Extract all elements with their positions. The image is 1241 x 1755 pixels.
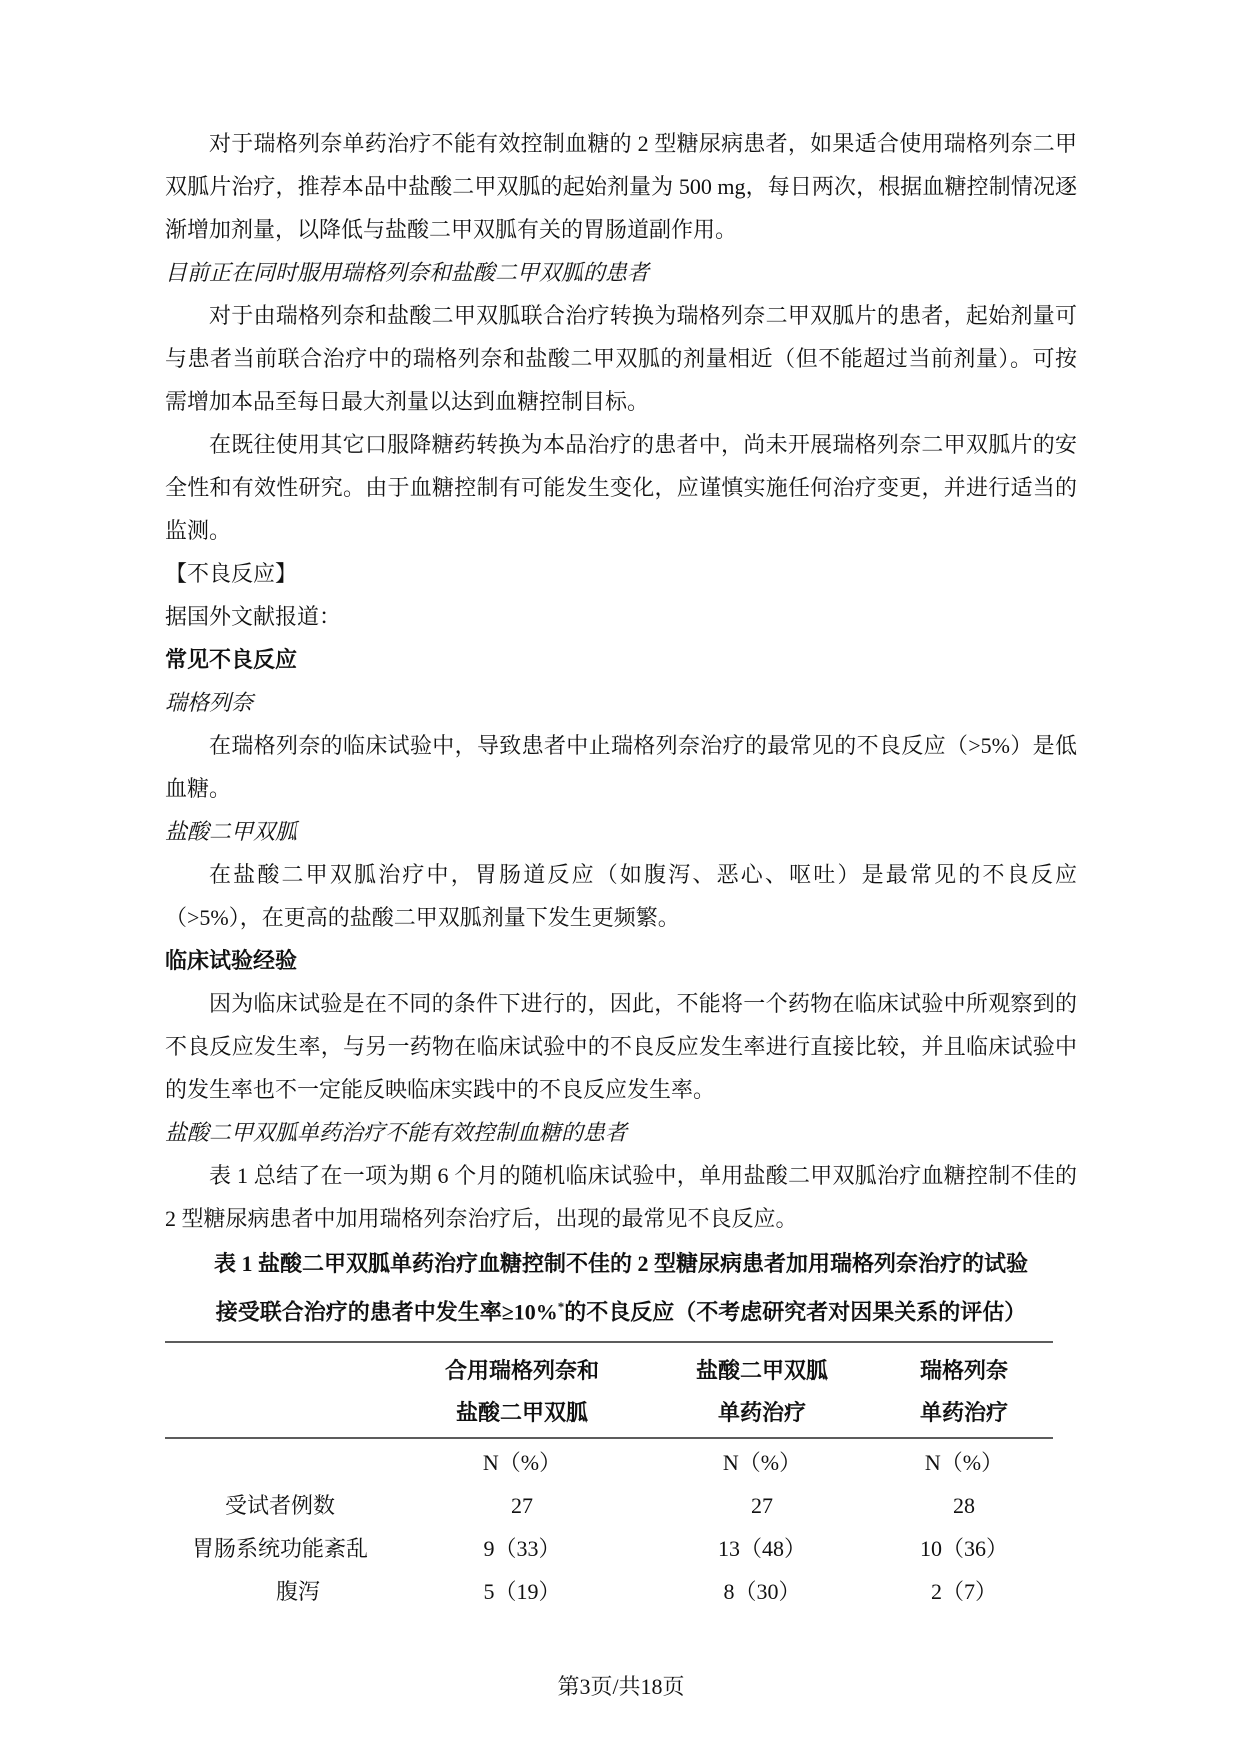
row-label-diarrhea: 腹泻 bbox=[275, 1579, 320, 1605]
heading-clinical-trial-experience: 临床试验经验 bbox=[165, 948, 298, 973]
cell-subjects-metformin: 27 bbox=[751, 1493, 773, 1519]
table-title-line2-prefix: 接受联合治疗的患者中发生率≥10% bbox=[215, 1299, 558, 1325]
row-label-gi-disorders: 胃肠系统功能紊乱 bbox=[191, 1536, 368, 1562]
paragraph-dosing-repaglinide: 对于瑞格列奈单药治疗不能有效控制血糖的 2 型糖尿病患者，如果适合使用瑞格列奈二甲双胍片治疗，推荐本品中盐酸二甲双胍的起始剂量为 500 mg，每日两次，根据血糖控制情况逐渐增加剂量，以降低与盐酸二甲双胍有关的胃肠道副作用。 bbox=[165, 131, 1077, 242]
subheading-repaglinide: 瑞格列奈 bbox=[165, 690, 254, 715]
table-header-metformin-line1: 盐酸二甲双胍 bbox=[695, 1358, 828, 1384]
table-unit-metformin: N（%） bbox=[722, 1450, 802, 1476]
table-row-subjects bbox=[165, 1484, 1053, 1527]
cell-subjects-repaglinide: 28 bbox=[953, 1493, 975, 1519]
section-heading-adverse-reactions: 【不良反应】 bbox=[165, 561, 298, 586]
paragraph-switch-from-combo: 对于由瑞格列奈和盐酸二甲双胍联合治疗转换为瑞格列奈二甲双胍片的患者，起始剂量可与患者当前联合治疗中的瑞格列奈和盐酸二甲双胍的剂量相近（但不能超过当前剂量）。可按需增加本品至每日最大剂量以达到血糖控制目标。 bbox=[165, 303, 1077, 414]
cell-diarrhea-repaglinide: 2（7） bbox=[930, 1579, 997, 1605]
subheading-current-combo-patients: 目前正在同时服用瑞格列奈和盐酸二甲双胍的患者 bbox=[165, 260, 650, 285]
subheading-metformin-inadequate: 盐酸二甲双胍单药治疗不能有效控制血糖的患者 bbox=[165, 1120, 628, 1145]
table-title-line2 bbox=[165, 1285, 1077, 1333]
paragraph-switch-from-other-drugs: 在既往使用其它口服降糖药转换为本品治疗的患者中，尚未开展瑞格列奈二甲双胍片的安全性和有效性研究。由于血糖控制有可能发生变化，应谨慎实施任何治疗变更，并进行适当的监测。 bbox=[165, 432, 1077, 543]
row-label-subjects: 受试者例数 bbox=[224, 1493, 335, 1519]
table-row-gi-disorders bbox=[165, 1527, 1053, 1570]
cell-diarrhea-combo: 5（19） bbox=[483, 1579, 561, 1605]
table-row-diarrhea bbox=[165, 1570, 1053, 1613]
cell-gi-combo: 9（33） bbox=[483, 1536, 561, 1562]
heading-common-adverse-reactions: 常见不良反应 bbox=[165, 647, 298, 672]
table-unit-row bbox=[165, 1438, 1053, 1484]
table-unit-combo: N（%） bbox=[482, 1450, 562, 1476]
table-header-repaglinide-line1: 瑞格列奈 bbox=[919, 1358, 1008, 1384]
paragraph-trial-comparison-caveat: 因为临床试验是在不同的条件下进行的，因此，不能将一个药物在临床试验中所观察到的不良反应发生率，与另一药物在临床试验中的不良反应发生率进行直接比较，并且临床试验中的发生率也不一定能反映临床实践中的不良反应发生率。 bbox=[165, 991, 1077, 1102]
paragraph-metformin-gi: 在盐酸二甲双胍治疗中，胃肠道反应（如腹泻、恶心、呕吐）是最常见的不良反应（>5%），在更高的盐酸二甲双胍剂量下发生更频繁。 bbox=[165, 862, 1077, 930]
table-header-metformin-mono bbox=[649, 1342, 875, 1438]
page-number: 第3页/共18页 bbox=[557, 1674, 685, 1700]
table-header-repaglinide-line2: 单药治疗 bbox=[919, 1400, 1008, 1426]
table-title-line1: 表 1 盐酸二甲双胍单药治疗血糖控制不佳的 2 型糖尿病患者加用瑞格列奈治疗的试验 bbox=[213, 1251, 1028, 1276]
paragraph-foreign-literature: 据国外文献报道： bbox=[165, 604, 342, 629]
table-unit-empty bbox=[165, 1438, 395, 1484]
subheading-metformin: 盐酸二甲双胍 bbox=[165, 819, 298, 844]
paragraph-repaglinide-trials: 在瑞格列奈的临床试验中，导致患者中止瑞格列奈治疗的最常见的不良反应（>5%）是低血糖。 bbox=[165, 733, 1077, 801]
table-header-combo bbox=[395, 1342, 649, 1438]
cell-diarrhea-metformin: 8（30） bbox=[723, 1579, 801, 1605]
adverse-events-table bbox=[165, 1341, 1053, 1613]
cell-gi-repaglinide: 10（36） bbox=[919, 1536, 1008, 1562]
table-header-row bbox=[165, 1342, 1053, 1438]
cell-subjects-combo: 27 bbox=[511, 1493, 533, 1519]
table-header-repaglinide-mono bbox=[875, 1342, 1053, 1438]
table-header-empty bbox=[165, 1342, 395, 1438]
table-header-metformin-line2: 单药治疗 bbox=[717, 1400, 806, 1426]
table-header-combo-line2: 盐酸二甲双胍 bbox=[455, 1400, 588, 1426]
table-title-line2-suffix: 的不良反应（不考虑研究者对因果关系的评估） bbox=[564, 1299, 1027, 1325]
table-unit-repaglinide: N（%） bbox=[924, 1450, 1004, 1476]
table-header-combo-line1: 合用瑞格列奈和 bbox=[444, 1358, 599, 1384]
cell-gi-metformin: 13（48） bbox=[717, 1536, 806, 1562]
paragraph-table1-intro: 表 1 总结了在一项为期 6 个月的随机临床试验中，单用盐酸二甲双胍治疗血糖控制不佳的 2 型糖尿病患者中加用瑞格列奈治疗后，出现的最常见不良反应。 bbox=[165, 1163, 1077, 1231]
table-title-footnote-marker: * bbox=[557, 1299, 565, 1314]
table-title bbox=[165, 1242, 1077, 1333]
